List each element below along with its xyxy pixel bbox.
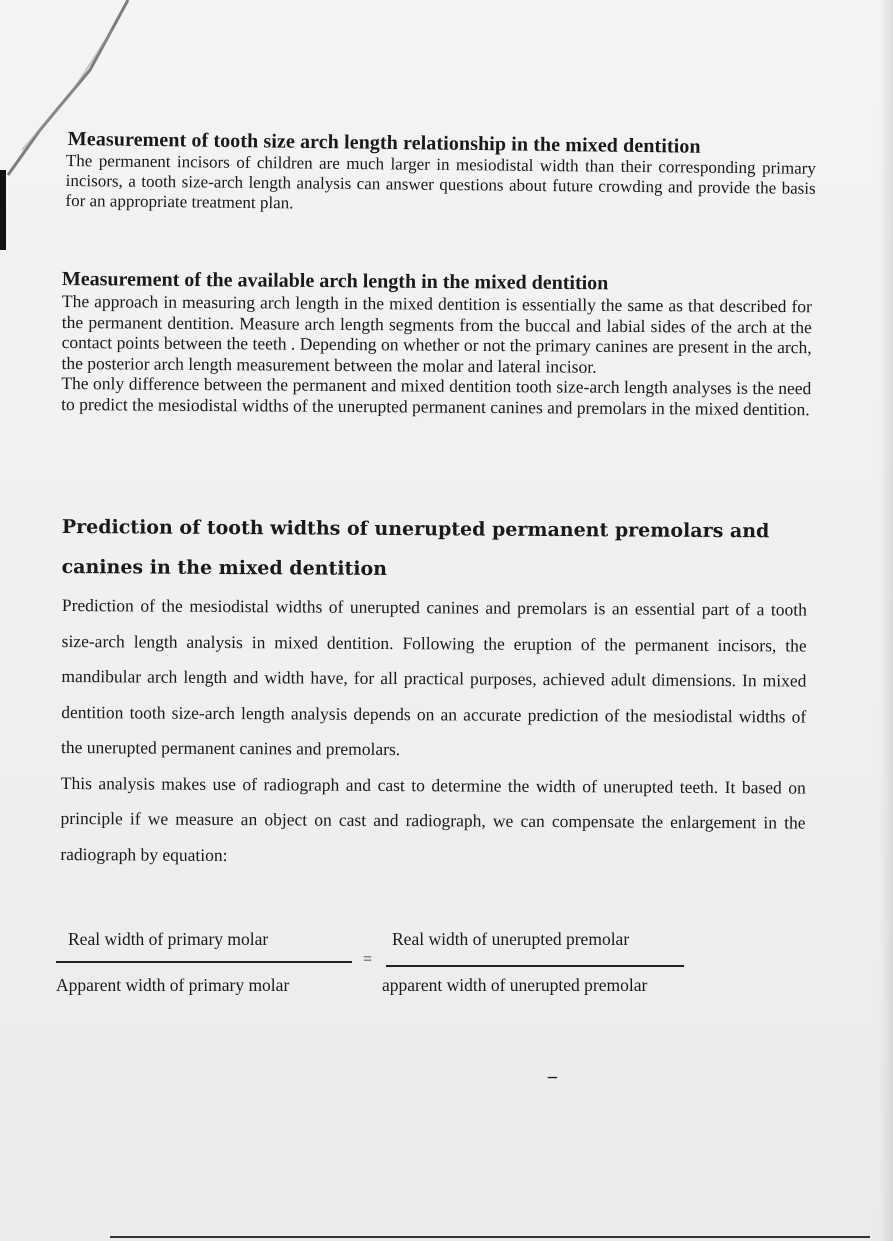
section3-heading: Prediction of tooth widths of unerupted permanent premolars and canines in the mixed dentition (61, 515, 770, 580)
equation-left-fraction-bar (56, 961, 352, 963)
section1-heading: Measurement of tooth size arch length relationship in the mixed dentition (67, 128, 701, 158)
left-edge-shadow (0, 170, 6, 250)
equation-right-numerator: Real width of unerupted premolar (392, 929, 630, 949)
ratio-equation (56, 925, 696, 1005)
section2-paragraph-1: The approach in measuring arch length in the mixed dentition is essentially the same as that described for the permanent dentition. Measure arch length segments from the buccal and labial sides of the arch at the contact points between the teeth . Depending on whether or not the primary canines are present in the arch, the posterior arch length measurement between the molar and lateral incisor. (61, 291, 812, 377)
equation-equals-sign: = (363, 951, 373, 968)
bottom-edge-line (110, 1236, 870, 1238)
equation-right-fraction-bar (386, 965, 684, 967)
section1-paragraph: The permanent incisors of children are much larger in mesiodistal width than their corresponding primary incisors, a tooth size-arch length analysis can answer questions about future crowding and provide the basis for an appropriate treatment plan. (65, 151, 816, 213)
equation-left-numerator: Real width of primary molar (68, 929, 269, 949)
section3-paragraph-1: Prediction of the mesiodistal widths of unerupted canines and premolars is an essential part of a tooth size-arch length analysis in mixed dentition. Following the eruption of the permanent incisors, the mandibular arch length and width have, for all practical purposes, achieved adult dimensions. In mixed dentition tooth size-arch length analysis depends on an accurate prediction of the mesiodistal widths of the unerupted permanent canines and premolars. (60, 594, 807, 760)
equation-right-denominator: apparent width of unerupted premolar (382, 975, 648, 995)
section3-paragraph-2: This analysis makes use of radiograph and cast to determine the width of unerupted teeth. It based on principle if we measure an object on cast and radiograph, we can compensate the enlargement in the radiograph by equation: (60, 772, 806, 865)
section2-heading: Measurement of the available arch length in the mixed dentition (61, 268, 609, 295)
section3-body (60, 588, 807, 877)
section2-body (61, 291, 812, 419)
page-number-mark: ـــ (548, 1070, 557, 1081)
right-edge-shadow (879, 0, 893, 1241)
equation-left-denominator: Apparent width of primary molar (56, 975, 290, 995)
section2-paragraph-2: The only difference between the permanent and mixed dentition tooth size-arch length analyses is the need to predict the mesiodistal widths of the unerupted permanent canines and premolars in the mixed dentition. (61, 372, 812, 419)
